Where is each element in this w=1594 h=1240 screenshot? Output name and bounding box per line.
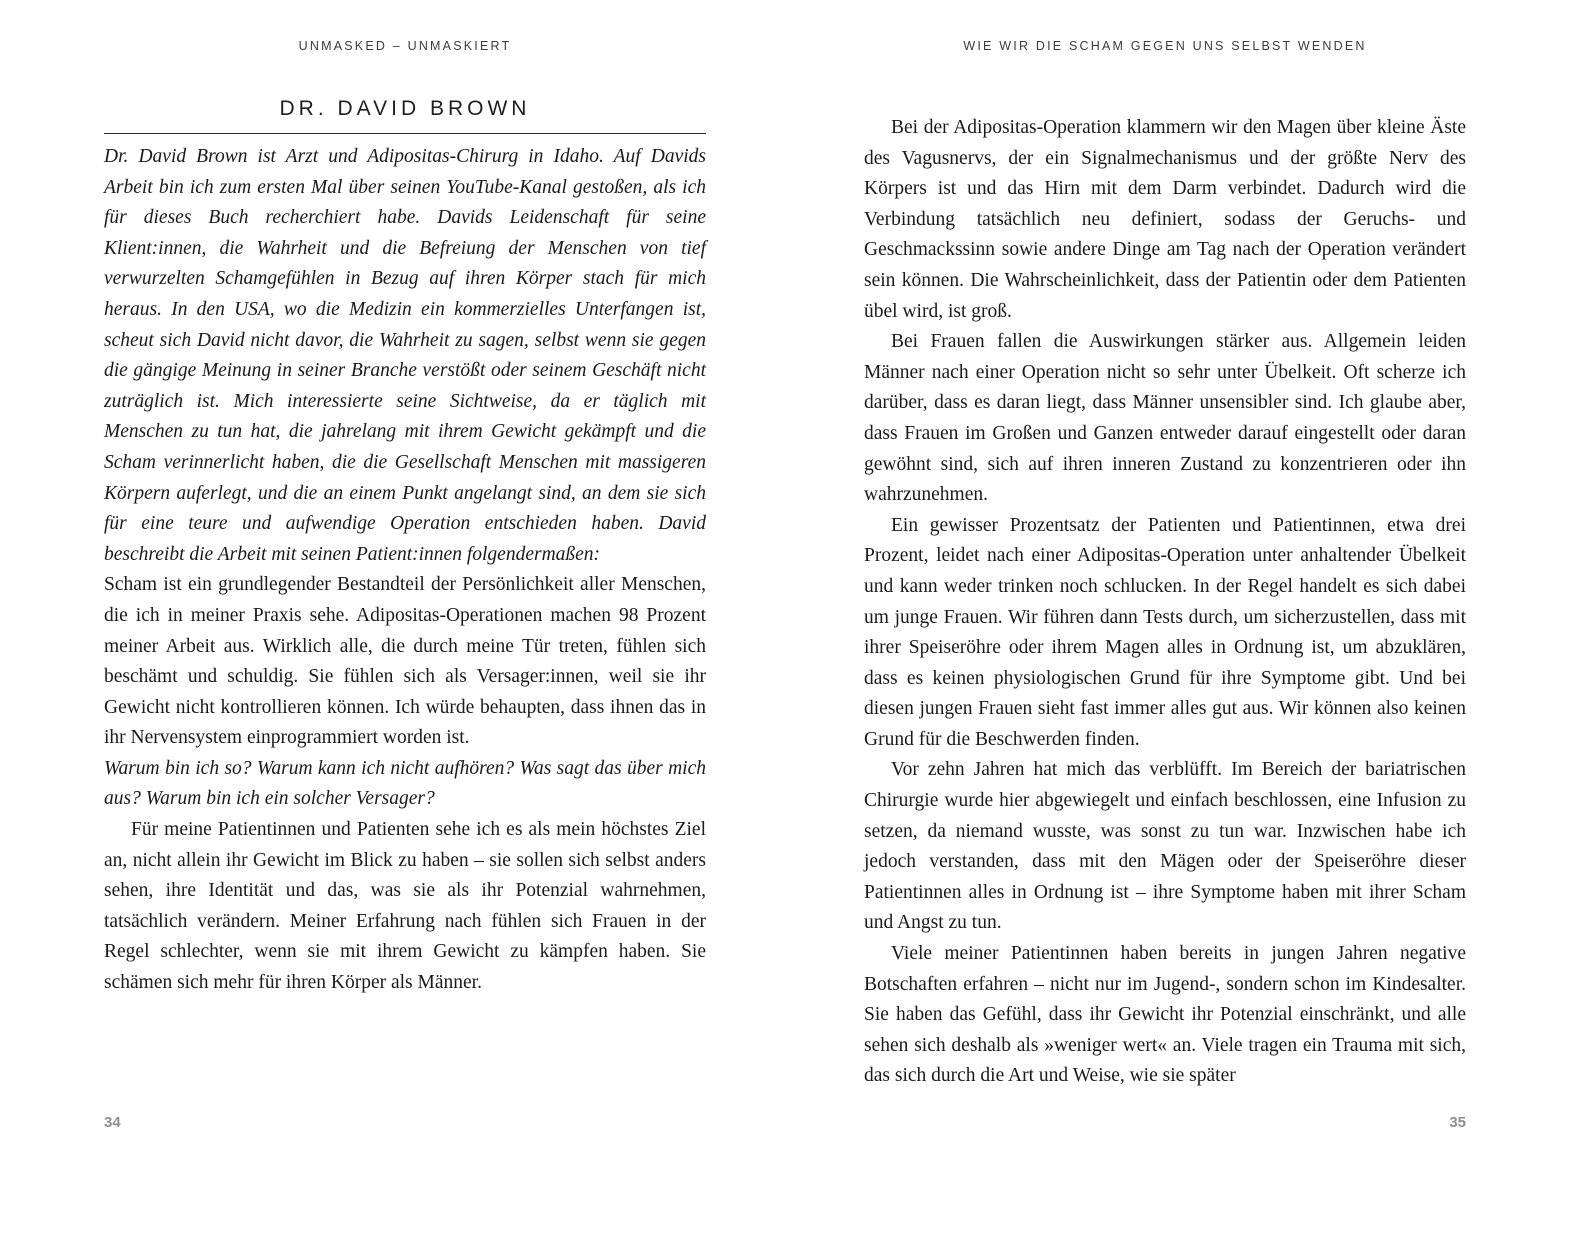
paragraph-bei-frauen: Bei Frauen fallen die Auswirkungen stärker aus. Allgemein leiden Männer nach einer Operation nicht so sehr unter Übelkeit. Oft scherze ich darüber, dass es daran liegt, dass Männer unsensibler sind. Ich glaube aber, dass Frauen im Großen und Ganzen entweder darauf eingestellt oder daran gewöhnt sind, sich auf ihren inneren Zustand zu konzentrieren oder ihn wahrzunehmen. xyxy=(864,331,1466,506)
chapter-title: DR. DAVID BROWN xyxy=(279,97,531,120)
paragraph-prozentsatz: Ein gewisser Prozentsatz der Patienten und Patientinnen, etwa drei Prozent, leidet nach einer Adipositas-Operation unter anhaltender Übelkeit und kann weder trinken noch schlucken. In der Regel handelt es sich dabei um junge Frauen. Wir führen dann Tests durch, um sicherzustellen, dass mit ihrer Speiseröhre oder ihrem Magen alles in Ordnung ist, um abzuklären, dass es keinen physiologischen Grund für ihre Symptome gibt. Und bei diesen jungen Frauen sieht fast immer alles gut aus. Wir können also keinen Grund für die Beschwerden finden. xyxy=(864,514,1466,750)
page-number-left: 34 xyxy=(104,1114,121,1131)
page-left xyxy=(104,0,706,999)
paragraph-vor-zehn-jahren: Vor zehn Jahren hat mich das verblüfft. Im Bereich der bariatrischen Chirurgie wurde hier abgewiegelt und einfach beschlossen, eine Infusion zu setzen, da niemand wusste, was sonst zu tun war. Inzwischen habe ich jedoch verstanden, dass mit den Mägen oder der Speiseröhre dieser Patientinnen alles in Ordnung ist – ihre Symptome haben mit ihrer Scham und Angst zu tun. xyxy=(864,759,1466,934)
paragraph-viele-patientinnen: Viele meiner Patientinnen haben bereits in jungen Jahren negative Botschaften erfahren – nicht nur im Jugend-, sondern schon im Kindesalter. Sie haben das Gefühl, dass ihr Gewicht ihr Potenzial einschränkt, und alle sehen sich deshalb als »weniger wert« an. Viele tragen ein Trauma mit sich, das sich durch die Art und Weise, wie sie später xyxy=(864,943,1466,1087)
title-rule xyxy=(104,133,706,134)
paragraph-adipositas-operation: Bei der Adipositas-Operation klammern wir den Magen über kleine Äste des Vagusnervs, der ein Signalmechanismus und der größte Nerv des Körpers ist und das Hirn mit dem Darm verbindet. Dadurch wird die Verbindung tatsächlich neu definiert, sodass der Geruchs- und Geschmackssinn sowie andere Dinge am Tag nach der Operation verändert sein können. Die Wahrscheinlichkeit, dass der Patientin oder dem Patienten übel wird, ist groß. xyxy=(864,117,1466,322)
page-number-right: 35 xyxy=(1449,1114,1466,1131)
paragraph-scham: Scham ist ein grundlegender Bestandteil der Persönlichkeit aller Menschen, die ich in meiner Praxis sehe. Adipositas-Operationen machen 98 Prozent meiner Arbeit aus. Wirklich alle, die durch meine Tür treten, fühlen sich beschämt und schuldig. Sie fühlen sich als Versager:innen, weil sie ihr Gewicht nicht kontrollieren können. Ich würde behaupten, dass ihnen das in ihr Nervensystem einprogrammiert worden ist. xyxy=(104,574,706,749)
paragraph-fuer-meine: Für meine Patientinnen und Patienten sehe ich es als mein höchstes Ziel an, nicht allein ihr Gewicht im Blick zu haben – sie sollen sich selbst anders sehen, ihre Identität und das, was sie als ihr Potenzial wahrnehmen, tatsächlich verändern. Meiner Erfahrung nach fühlen sich Frauen in der Regel schlechter, wenn sie mit ihrem Gewicht zu kämpfen haben. Sie schämen sich mehr für ihren Körper als Männer. xyxy=(104,819,706,994)
page-right xyxy=(864,0,1466,1092)
running-header-left: UNMASKED – UNMASKIERT xyxy=(298,39,512,53)
left-body-text xyxy=(104,142,706,999)
right-body-text xyxy=(864,113,1466,1092)
intro-paragraph: Dr. David Brown ist Arzt und Adipositas-Chirurg in Idaho. Auf Davids Arbeit bin ich zum ersten Mal über seinen YouTube-Kanal gestoßen, als ich für dieses Buch recherchiert habe. Davids Leidenschaft für seine Klient:innen, die Wahrheit und die Befreiung der Menschen von tief verwurzelten Schamgefühlen in Bezug auf ihren Körper stach für mich heraus. In den USA, wo die Medizin ein kommerzielles Unterfangen ist, scheut sich David nicht davor, die Wahrheit zu sagen, selbst wenn sie gegen die gängige Meinung in seiner Branche verstößt oder seinem Geschäft nicht zuträglich ist. Mich interessierte seine Sichtweise, da er täglich mit Menschen zu tun hat, die jahrelang mit ihrem Gewicht gekämpft und die Scham verinnerlicht haben, die die Gesellschaft Menschen mit massigeren Körpern auferlegt, und die an einem Punkt angelangt sind, an dem sie sich für eine teure und aufwendige Operation entschieden haben. David beschreibt die Arbeit mit seinen Patient:innen folgendermaßen: xyxy=(104,146,706,565)
running-header-right: WIE WIR DIE SCHAM GEGEN UNS SELBST WENDEN xyxy=(963,39,1367,53)
paragraph-warum: Warum bin ich so? Warum kann ich nicht aufhören? Was sagt das über mich aus? Warum bin ich ein solcher Versager? xyxy=(104,757,706,810)
